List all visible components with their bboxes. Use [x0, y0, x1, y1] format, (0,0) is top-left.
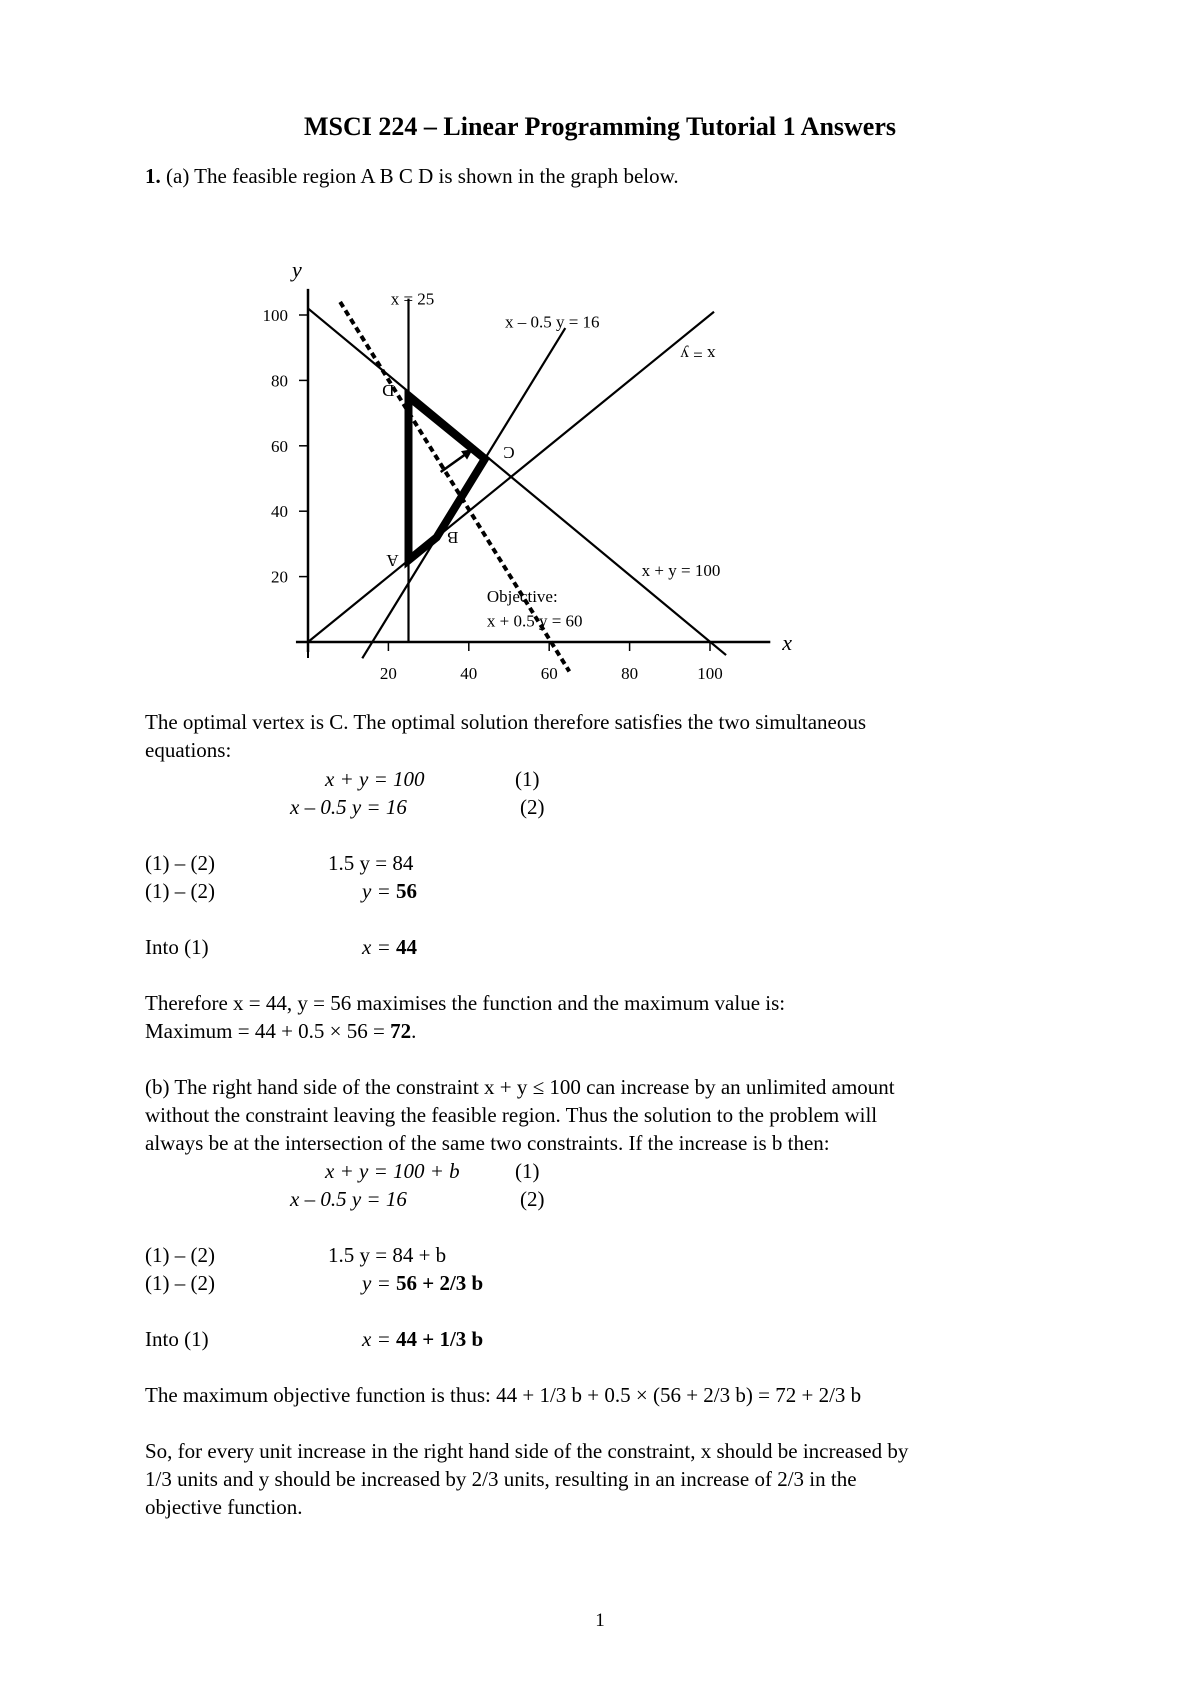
q1a-step3 — [362, 933, 417, 961]
q1a-step3-var: x = — [362, 935, 396, 959]
q1a-intro-text: (a) The feasible region A B C D is shown in the graph below. — [160, 164, 679, 188]
x-tick-label: 20 — [379, 664, 397, 683]
q1a-optimal-line1: The optimal vertex is C. The optimal solution therefore satisfies the two simultaneous — [145, 710, 867, 734]
q1a-y-value: 56 — [396, 879, 417, 903]
page-number: 1 — [595, 1610, 605, 1631]
q1b-step2 — [362, 1269, 483, 1297]
label-objective-eq: x + 0.5 y = 60 — [486, 611, 583, 631]
q1b-eq1: x + y = 100 + b — [325, 1159, 460, 1183]
y-tick-label: 80 — [271, 371, 288, 391]
q1b-eq2: x – 0.5 y = 16 — [290, 1187, 407, 1211]
q1b-step3-var: x = — [362, 1327, 396, 1351]
feasible-region-chart — [230, 205, 870, 695]
q1b-step3 — [362, 1325, 483, 1353]
feasible-region — [409, 397, 485, 561]
vertex-label-D: D — [382, 380, 395, 400]
q1a-eq1-tag: (1) — [515, 767, 540, 791]
q1a-eq2-tag: (2) — [520, 795, 545, 819]
q1b-max-line: The maximum objective function is thus: 44 + 1/3 b + 0.5 × (56 + 2/3 b) = 72 + 2/3 b — [145, 1383, 862, 1407]
q1a-optimal-line2: equations: — [145, 738, 232, 762]
q1a-x-value: 44 — [396, 935, 417, 959]
q1b-step1-expr: 1.5 y = 84 + b — [328, 1243, 447, 1267]
q1a-step2-var: y = — [362, 879, 396, 903]
label-x-minus-half-y: x – 0.5 y = 16 — [504, 312, 600, 332]
q1a-therefore: Therefore x = 44, y = 56 maximises the function and the maximum value is: — [145, 991, 786, 1015]
y-tick-label: 20 — [271, 567, 288, 587]
chart-labels — [263, 257, 793, 683]
q1b-eq1-tag: (1) — [515, 1159, 540, 1183]
vertex-label-C: C — [503, 442, 515, 462]
x-tick-label: 40 — [460, 664, 478, 683]
label-x-plus-y-100: x + y = 100 — [641, 561, 721, 581]
q1b-step2-label: (1) – (2) — [145, 1271, 215, 1295]
q1b-line1: (b) The right hand side of the constraint x + y ≤ 100 can increase by an unlimited amount — [145, 1075, 895, 1099]
q1a-intro — [145, 162, 679, 190]
q1b-y-value: 56 + 2/3 b — [396, 1271, 484, 1295]
label-x-eq-25: x = 25 — [390, 289, 435, 309]
q1a-maximum — [145, 1017, 416, 1045]
y-tick-label: 60 — [271, 436, 288, 456]
question-number: 1. — [145, 164, 161, 188]
q1b-line2: without the constraint leaving the feasible region. Thus the solution to the problem will — [145, 1103, 878, 1127]
q1a-step1-label: (1) – (2) — [145, 851, 215, 875]
q1b-step1-label: (1) – (2) — [145, 1243, 215, 1267]
q1b-step2-var: y = — [362, 1271, 396, 1295]
vertex-label-B: B — [447, 527, 459, 547]
y-tick-label: 40 — [271, 502, 288, 522]
q1a-step1-expr: 1.5 y = 84 — [328, 851, 414, 875]
vertex-label-A: A — [386, 550, 399, 570]
x-axis-label: x — [782, 630, 793, 655]
q1a-maximum-end: . — [411, 1019, 417, 1043]
q1b-conclusion3: objective function. — [145, 1495, 303, 1519]
label-objective-title: Objective: — [486, 587, 558, 607]
x-tick-label: 60 — [540, 664, 558, 683]
q1b-conclusion1: So, for every unit increase in the right hand side of the constraint, x should be increased by — [145, 1439, 909, 1463]
page-title: MSCI 224 – Linear Programming Tutorial 1 Answers — [303, 112, 896, 141]
q1a-step3-label: Into (1) — [145, 935, 209, 959]
q1a-eq1: x + y = 100 — [325, 767, 425, 791]
y-axis-label: y — [292, 256, 302, 282]
y-tick-label: 100 — [262, 306, 288, 325]
q1b-eq2-tag: (2) — [520, 1187, 545, 1211]
q1a-step2-label: (1) – (2) — [145, 879, 215, 903]
q1b-step3-label: Into (1) — [145, 1327, 209, 1351]
label-x-eq-y: x = y — [680, 344, 716, 364]
q1b-x-value: 44 + 1/3 b — [396, 1327, 484, 1351]
q1a-maximum-text: Maximum = 44 + 0.5 × 56 = — [145, 1019, 391, 1043]
q1a-eq2: x – 0.5 y = 16 — [290, 795, 407, 819]
q1a-maximum-value: 72 — [390, 1019, 412, 1043]
q1a-step2 — [362, 877, 417, 905]
x-tick-label: 80 — [621, 664, 639, 683]
x-tick-label: 100 — [697, 664, 723, 683]
q1b-line3: always be at the intersection of the same two constraints. If the increase is b then: — [145, 1131, 830, 1155]
objective-arrow-head — [461, 449, 473, 460]
q1b-conclusion2: 1/3 units and y should be increased by 2/3 units, resulting in an increase of 2/3 in the — [145, 1467, 857, 1491]
